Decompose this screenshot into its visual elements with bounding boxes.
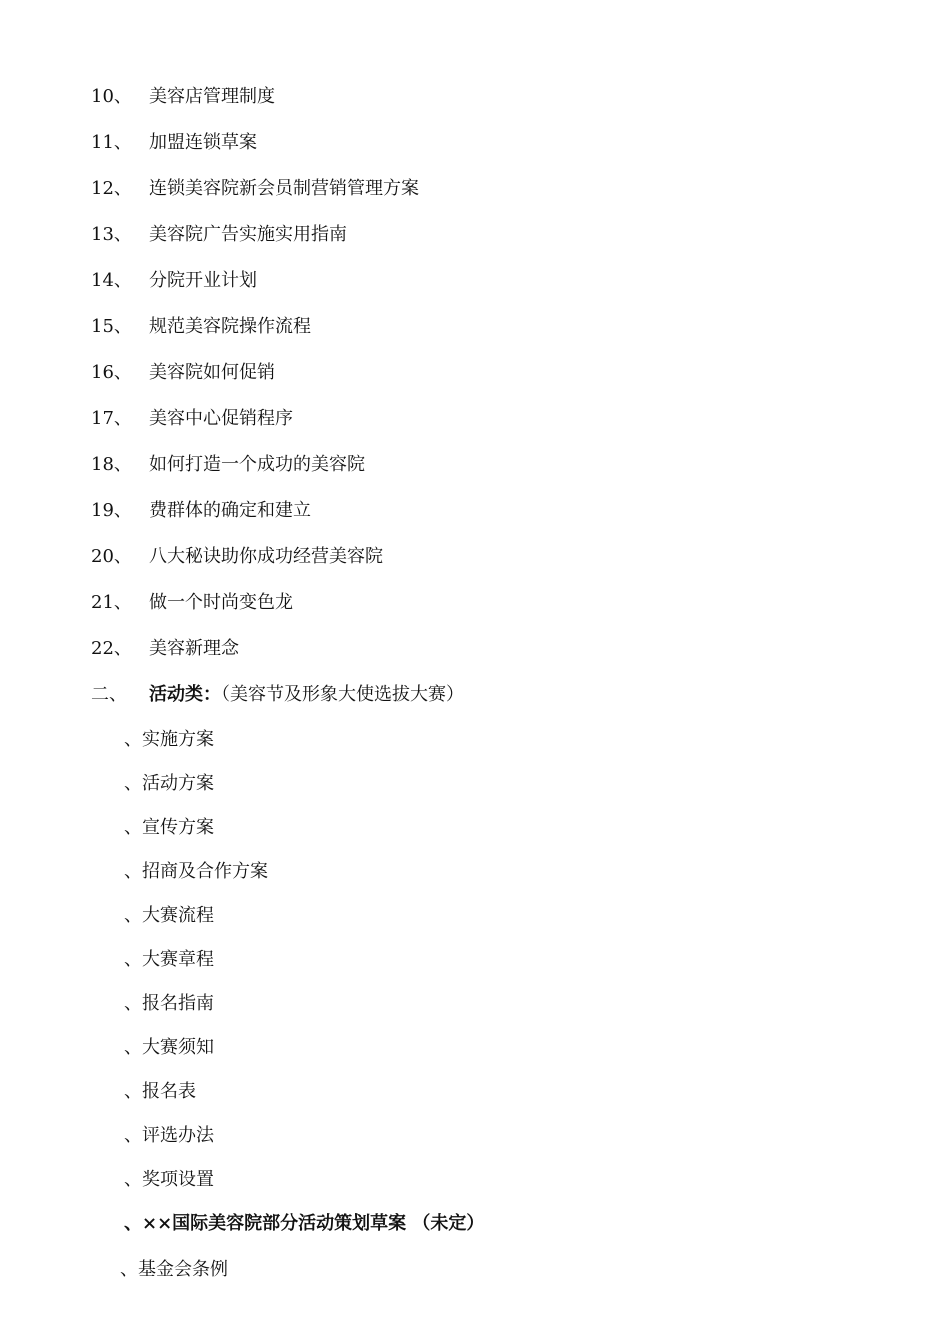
- item-text: 连锁美容院新会员制营销管理方案: [149, 178, 419, 199]
- item-text: 美容店管理制度: [149, 86, 275, 107]
- item-number: 18、: [91, 454, 132, 475]
- item-text: 规范美容院操作流程: [149, 316, 311, 337]
- sub-item-text: 、大赛流程: [124, 905, 214, 926]
- item-number: 16、: [91, 362, 132, 383]
- item-text: 美容新理念: [149, 638, 239, 659]
- sub-item-text: 、报名指南: [124, 993, 214, 1014]
- sub-item-text: 、宣传方案: [124, 817, 214, 838]
- item-text: 如何打造一个成功的美容院: [149, 454, 365, 475]
- item-text: 美容中心促销程序: [149, 408, 293, 429]
- item-text: 费群体的确定和建立: [149, 500, 311, 521]
- sub-item-text: 、报名表: [124, 1081, 196, 1102]
- item-text: 八大秘诀助你成功经营美容院: [149, 546, 383, 567]
- item-number: 14、: [91, 270, 132, 291]
- item-number: 11、: [91, 132, 132, 153]
- item-number: 21、: [91, 592, 132, 613]
- sub-item-text: 、基金会条例: [120, 1259, 228, 1280]
- item-number: 22、: [91, 638, 132, 659]
- sub-item-text: 、招商及合作方案: [124, 861, 268, 882]
- section-title: 活动类：: [149, 684, 221, 705]
- item-text: 分院开业计划: [149, 270, 257, 291]
- sub-item-text: 、大赛须知: [124, 1037, 214, 1058]
- item-number: 19、: [91, 500, 132, 521]
- item-number: 15、: [91, 316, 132, 337]
- section-note: （美容节及形象大使选拔大赛）: [221, 684, 464, 705]
- item-number: 17、: [91, 408, 132, 429]
- section-title-group: [149, 683, 464, 707]
- section-number: 二、: [91, 684, 127, 705]
- sub-item-text: 、××国际美容院部分活动策划草案 （未定）: [124, 1213, 485, 1234]
- item-number: 13、: [91, 224, 132, 245]
- sub-item-text: 、评选办法: [124, 1125, 214, 1146]
- sub-item-text: 、活动方案: [124, 773, 214, 794]
- item-text: 美容院广告实施实用指南: [149, 224, 347, 245]
- item-text: 做一个时尚变色龙: [149, 592, 293, 613]
- sub-item-text: 、奖项设置: [124, 1169, 214, 1190]
- item-number: 10、: [91, 86, 132, 107]
- item-number: 20、: [91, 546, 132, 567]
- sub-item-text: 、实施方案: [124, 729, 214, 750]
- item-text: 加盟连锁草案: [149, 132, 257, 153]
- item-number: 12、: [91, 178, 132, 199]
- sub-item-text: 、大赛章程: [124, 949, 214, 970]
- item-text: 美容院如何促销: [149, 362, 275, 383]
